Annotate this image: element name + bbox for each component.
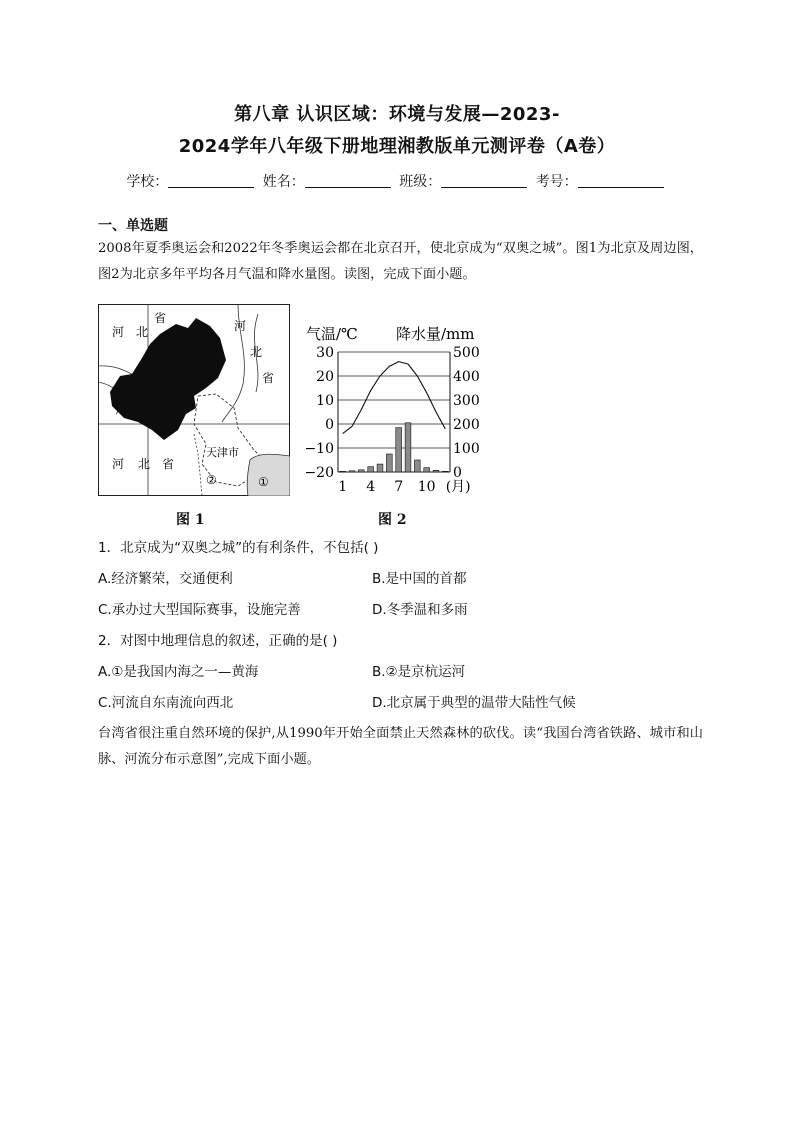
beijing-map xyxy=(98,304,290,496)
temperature-line xyxy=(343,362,446,434)
q2-option-b[interactable]: B.②是京杭运河 xyxy=(372,664,466,680)
q1-option-c[interactable]: C.承办过大型国际赛事，设施完善 xyxy=(98,602,301,618)
precipitation-bar xyxy=(414,460,420,472)
left-tick-label: −20 xyxy=(304,465,334,481)
q2-option-d[interactable]: D.北京属于典型的温带大陆性气候 xyxy=(372,695,576,711)
map-label: 省 xyxy=(154,311,167,325)
precipitation-bar xyxy=(349,471,355,472)
map-label: 河 xyxy=(112,325,125,339)
figure-1-caption: 图 1 xyxy=(176,512,205,528)
map-label: 北 xyxy=(136,325,149,339)
map-label: 省 xyxy=(262,371,275,385)
precipitation-bar xyxy=(368,467,374,472)
class-label: 班级： xyxy=(399,174,442,190)
left-tick-label: 10 xyxy=(316,393,334,409)
q2-option-c[interactable]: C.河流自东南流向西北 xyxy=(98,695,234,711)
name-blank[interactable] xyxy=(305,174,391,188)
x-tick-label: 4 xyxy=(366,479,376,495)
right-tick-label: 0 xyxy=(453,465,462,481)
climate-chart xyxy=(300,320,490,502)
precipitation-bar xyxy=(424,468,430,472)
student-info-row xyxy=(0,171,794,191)
map-label: 省 xyxy=(162,457,175,471)
map-label-marker-2: ② xyxy=(206,473,217,487)
precipitation-bar xyxy=(433,470,439,472)
name-label: 姓名： xyxy=(262,174,305,190)
right-tick-label: 400 xyxy=(453,369,480,385)
left-tick-label: 0 xyxy=(325,417,334,433)
x-tick-label: 1 xyxy=(338,479,348,495)
figure-2-caption: 图 2 xyxy=(378,512,407,528)
precipitation-bar xyxy=(405,423,411,472)
passage-1: 2008年夏季奥运会和2022年冬季奥运会都在北京召开，使北京成为“双奥之城”。图1为北京及周边图，图2为北京多年平均各月气温和降水量图。读图，完成下面小题。 xyxy=(98,241,703,282)
right-tick-label: 500 xyxy=(453,345,480,361)
map-label: 河 xyxy=(234,319,247,333)
right-tick-label: 200 xyxy=(453,417,480,433)
precipitation-bar xyxy=(442,471,448,472)
right-tick-label: 300 xyxy=(453,393,480,409)
q1-option-b[interactable]: B.是中国的首都 xyxy=(372,571,467,587)
precipitation-bar xyxy=(396,428,402,472)
page-title-line1: 第八章 认识区域：环境与发展—2023- xyxy=(234,104,560,125)
question-1-stem: 1．北京成为“双奥之城”的有利条件，不包括( ) xyxy=(98,540,379,556)
left-tick-label: 20 xyxy=(316,369,334,385)
right-tick-label: 100 xyxy=(453,441,480,457)
school-label: 学校： xyxy=(126,174,169,190)
exam-no-blank[interactable] xyxy=(578,174,664,188)
map-label-marker-1: ① xyxy=(258,475,269,489)
precipitation-bar xyxy=(340,471,346,472)
map-label-tianjin: 天津市 xyxy=(206,446,239,459)
map-label: 北 xyxy=(250,345,263,359)
map-label: 河 xyxy=(112,457,125,471)
precipitation-bar xyxy=(358,470,364,472)
precipitation-bar xyxy=(377,464,383,472)
left-tick-label: −10 xyxy=(304,441,334,457)
x-tick-label: 10 xyxy=(417,479,436,495)
q2-option-a[interactable]: A.①是我国内海之一—黄海 xyxy=(98,664,259,680)
right-axis-label: 降水量/mm xyxy=(396,325,475,343)
q1-option-a[interactable]: A.经济繁荣，交通便利 xyxy=(98,571,233,587)
question-2-stem: 2．对图中地理信息的叙述，正确的是( ) xyxy=(98,633,338,649)
x-unit-label: (月) xyxy=(445,479,471,495)
exam-no-label: 考号： xyxy=(535,174,578,190)
map-label: 北 xyxy=(138,457,151,471)
section-title: 一、单选题 xyxy=(98,218,168,234)
q1-option-d[interactable]: D.冬季温和多雨 xyxy=(372,602,468,618)
page-title-line2: 2024学年八年级下册地理湘教版单元测评卷（A卷） xyxy=(178,136,616,157)
left-axis-label: 气温/℃ xyxy=(306,325,358,343)
passage-2: 台湾省很注重自然环境的保护,从1990年开始全面禁止天然森林的砍伐。读“我国台湾省铁路、城市和山脉、河流分布示意图”,完成下面小题。 xyxy=(98,726,703,767)
school-blank[interactable] xyxy=(168,174,254,188)
left-tick-label: 30 xyxy=(316,345,334,361)
x-tick-label: 7 xyxy=(394,479,404,495)
class-blank[interactable] xyxy=(441,174,527,188)
precipitation-bar xyxy=(386,454,392,472)
